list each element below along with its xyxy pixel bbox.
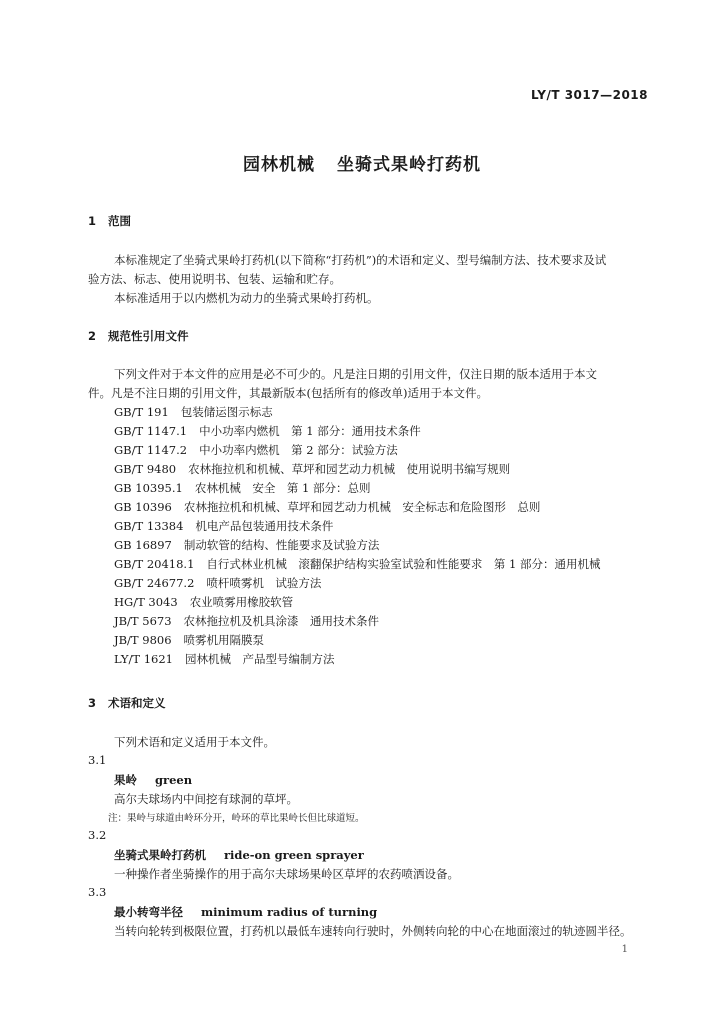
term-en: minimum radius of turning [201, 905, 378, 919]
reference-code: HG/T 3043 [114, 595, 178, 609]
term-en: ride-on green sprayer [224, 848, 364, 862]
reference-title: 喷杆喷雾机 试验方法 [206, 576, 322, 590]
reference-code: GB/T 1147.2 [114, 443, 188, 457]
section-2-number: 2 [88, 329, 97, 343]
reference-item [114, 499, 540, 515]
reference-title: 园林机械 产品型号编制方法 [184, 652, 335, 666]
reference-title: 农林机械 安全 第 1 部分：总则 [194, 481, 371, 495]
section-1-title: 范围 [108, 214, 131, 228]
section-1-number: 1 [88, 214, 97, 228]
term-zh: 果岭 [114, 773, 137, 787]
section-3-number: 3 [88, 696, 97, 710]
reference-code: GB 10395.1 [114, 481, 183, 495]
section-1-para-2: 本标准适用于以内燃机为动力的坐骑式果岭打药机。 [114, 291, 379, 305]
term-heading [114, 904, 377, 920]
reference-code: JB/T 5673 [114, 614, 172, 628]
reference-code: GB/T 20418.1 [114, 557, 195, 571]
title-part-1: 园林机械 [243, 155, 315, 175]
reference-item [114, 651, 334, 667]
term-zh: 坐骑式果岭打药机 [114, 848, 206, 862]
reference-item [114, 632, 264, 648]
term-definition: 高尔夫球场内中间挖有球洞的草坪。 [114, 792, 298, 806]
reference-item [114, 423, 421, 439]
term-en: green [155, 773, 193, 787]
reference-item [114, 613, 379, 629]
term-number: 3.3 [88, 885, 107, 899]
page-number: 1 [621, 944, 628, 955]
reference-code: GB 16897 [114, 538, 172, 552]
section-3-intro: 下列术语和定义适用于本文件。 [114, 735, 275, 749]
section-2-heading [88, 328, 189, 344]
reference-title: 制动软管的结构、性能要求及试验方法 [183, 538, 380, 552]
term-number: 3.2 [88, 828, 107, 842]
reference-code: GB/T 191 [114, 405, 169, 419]
reference-title: 自行式林业机械 滚翻保护结构实验室试验和性能要求 第 1 部分：通用机械 [206, 557, 601, 571]
reference-title: 农林拖拉机及机具涂漆 通用技术条件 [183, 614, 380, 628]
reference-code: GB/T 9480 [114, 462, 177, 476]
section-2-intro-line-2: 件。凡是不注日期的引用文件，其最新版本(包括所有的修改单)适用于本文件。 [88, 386, 488, 400]
reference-title: 中小功率内燃机 第 1 部分：通用技术条件 [199, 424, 421, 438]
reference-code: LY/T 1621 [114, 652, 173, 666]
section-2-title: 规范性引用文件 [108, 329, 189, 343]
reference-item [114, 442, 398, 458]
term-definition: 当转向轮转到极限位置，打药机以最低车速转向行驶时，外侧转向轮的中心在地面滚过的轨迹圆半径。 [114, 924, 632, 938]
reference-title: 机电产品包装通用技术条件 [195, 519, 334, 533]
term-definition: 一种操作者坐骑操作的用于高尔夫球场果岭区草坪的农药喷洒设备。 [114, 867, 459, 881]
reference-item [114, 556, 601, 572]
reference-item [114, 404, 273, 420]
reference-code: JB/T 9806 [114, 633, 172, 647]
reference-title: 农业喷雾用橡胶软管 [189, 595, 294, 609]
section-2-intro-line-1: 下列文件对于本文件的应用是必不可少的。凡是注日期的引用文件，仅注日期的版本适用于本文 [114, 367, 597, 381]
reference-item [114, 537, 379, 553]
reference-title: 中小功率内燃机 第 2 部分：试验方法 [199, 443, 398, 457]
reference-item [114, 518, 333, 534]
reference-code: GB/T 24677.2 [114, 576, 195, 590]
term-zh: 最小转弯半径 [114, 905, 183, 919]
section-3-title: 术语和定义 [108, 696, 166, 710]
section-1-para-1-line-1: 本标准规定了坐骑式果岭打药机(以下简称“打药机”)的术语和定义、型号编制方法、技术要求及试 [114, 253, 607, 267]
section-1-heading [88, 213, 131, 229]
reference-item [114, 461, 510, 477]
reference-code: GB/T 13384 [114, 519, 184, 533]
reference-item [114, 480, 371, 496]
reference-title: 农林拖拉机和机械、草坪和园艺动力机械 安全标志和危险图形 总则 [183, 500, 541, 514]
document-code: LY/T 3017—2018 [530, 88, 648, 102]
section-1-para-1-line-2: 验方法、标志、使用说明书、包装、运输和贮存。 [88, 272, 341, 286]
reference-title: 包装储运图示标志 [180, 405, 273, 419]
reference-code: GB 10396 [114, 500, 172, 514]
reference-code: GB/T 1147.1 [114, 424, 188, 438]
reference-item [114, 594, 293, 610]
term-heading [114, 847, 364, 863]
reference-title: 农林拖拉机和机械、草坪和园艺动力机械 使用说明书编写规则 [188, 462, 511, 476]
reference-title: 喷雾机用隔膜泵 [183, 633, 265, 647]
term-number: 3.1 [88, 753, 107, 767]
section-3-heading [88, 695, 166, 711]
term-note: 注：果岭与球道由岭环分开，岭环的草比果岭长但比球道短。 [108, 813, 365, 824]
document-title [0, 150, 724, 175]
title-part-2: 坐骑式果岭打药机 [337, 155, 481, 175]
term-heading [114, 772, 192, 788]
reference-item [114, 575, 321, 591]
